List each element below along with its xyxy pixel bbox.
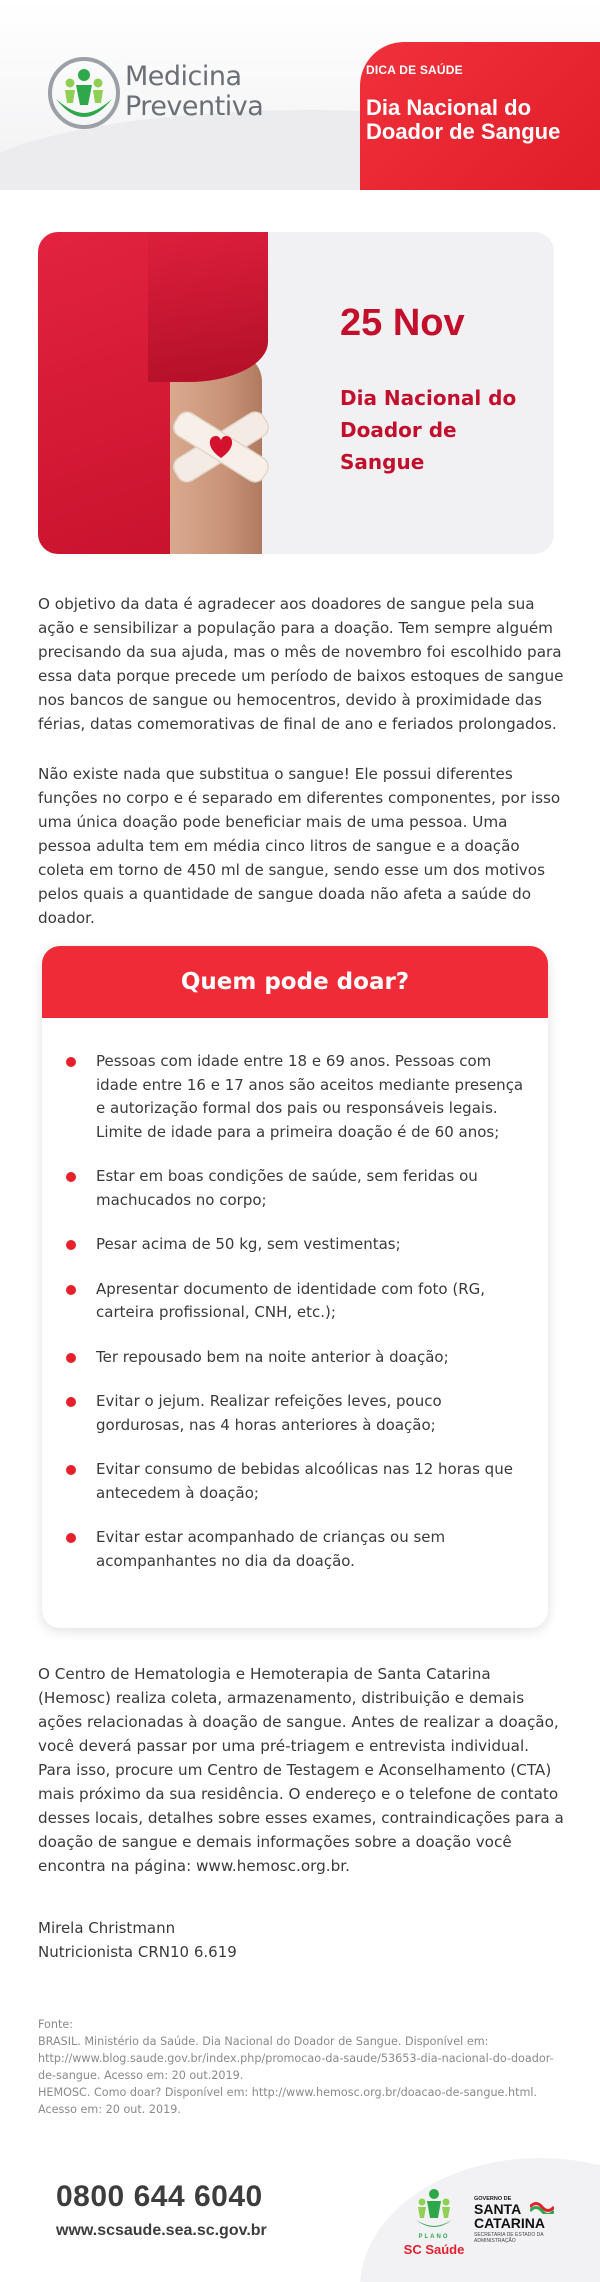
gov-line: GOVERNO DE bbox=[474, 2196, 512, 2202]
bullet-icon bbox=[66, 1533, 76, 1543]
brand-line-1: Medicina bbox=[125, 61, 242, 92]
page-header bbox=[0, 0, 600, 190]
brand-name bbox=[125, 62, 263, 122]
gov-state-2: CATARINA bbox=[474, 2215, 546, 2231]
page-footer bbox=[0, 2150, 600, 2282]
gov-state-1: SANTA bbox=[474, 2201, 522, 2217]
list-item bbox=[66, 1526, 532, 1573]
government-sc-logo bbox=[474, 2196, 564, 2244]
brand-line-2: Preventiva bbox=[125, 91, 264, 122]
list-item bbox=[66, 1458, 532, 1505]
list-item-text: Evitar estar acompanhado de crianças ou sem acompanhantes no dia da doação. bbox=[96, 1528, 446, 1570]
signature bbox=[38, 1916, 237, 1964]
medicina-preventiva-logo-icon bbox=[46, 55, 122, 131]
list-item-text: Evitar o jejum. Realizar refeições leves, pouco gordurosas, nas 4 horas anteriores à doação; bbox=[96, 1392, 442, 1434]
source-ref-1: BRASIL. Ministério da Saúde. Dia Nacional do Doador de Sangue. Disponível em: http://www.blog.saude.gov.br/index.php/promocao-da-saude/53653-dia-nacional-do-doador-de-sangue. Acesso em: 20 out.2019. bbox=[38, 2035, 554, 2082]
list-item bbox=[66, 1233, 532, 1257]
bullet-icon bbox=[66, 1285, 76, 1295]
header-kicker: DICA DE SAÚDE bbox=[366, 63, 463, 77]
list-item-text: Apresentar documento de identidade com foto (RG, carteira profissional, CNH, etc.); bbox=[96, 1279, 486, 1321]
plano-name: SC Saúde bbox=[403, 2242, 465, 2257]
source-label: Fonte: bbox=[38, 2018, 74, 2031]
author-name: Mirela Christmann bbox=[38, 1919, 176, 1937]
author-role: Nutricionista CRN10 6.619 bbox=[38, 1943, 237, 1961]
plano-sc-saude-logo bbox=[398, 2188, 470, 2260]
hero-subtitle: Dia Nacional do Doador de Sangue bbox=[340, 386, 517, 474]
page-title: Dia Nacional do Doador de Sangue bbox=[366, 95, 561, 144]
card-title: Quem pode doar? bbox=[42, 946, 548, 1018]
hero-sleeve bbox=[148, 232, 268, 382]
plano-logo-icon bbox=[414, 2188, 454, 2232]
bullet-icon bbox=[66, 1172, 76, 1182]
bullet-icon bbox=[66, 1057, 76, 1067]
hero-date: 25 Nov bbox=[340, 302, 465, 344]
list-item-text: Estar em boas condições de saúde, sem feridas ou machucados no corpo; bbox=[96, 1167, 478, 1209]
list-item bbox=[66, 1165, 532, 1212]
source-references bbox=[38, 2016, 558, 2118]
bullet-icon bbox=[66, 1397, 76, 1407]
list-item-text: Evitar consumo de bebidas alcoólicas nas 12 horas que antecedem à doação; bbox=[96, 1460, 513, 1502]
source-ref-2: HEMOSC. Como doar? Disponível em: http://www.hemosc.org.br/doacao-de-sangue.html. Acesso em: 20 out. 2019. bbox=[38, 2086, 538, 2116]
gov-department: SECRETARIA DE ESTADO DA ADMINISTRAÇÃO bbox=[474, 2232, 544, 2244]
sc-flag-icon bbox=[530, 2200, 554, 2214]
plano-label: PLANO bbox=[418, 2234, 450, 2240]
list-item bbox=[66, 1346, 532, 1370]
bullet-icon bbox=[66, 1465, 76, 1475]
list-item-text: Ter repousado bem na noite anterior à doação; bbox=[96, 1347, 449, 1366]
list-item bbox=[66, 1050, 532, 1144]
who-can-donate-card bbox=[42, 946, 548, 1628]
closing-paragraph: O Centro de Hematologia e Hemoterapia de Santa Catarina (Hemosc) realiza coleta, armazenamento, distribuição e demais ações relacionadas à doação de sangue. Antes de realizar a doação, você deverá passar por uma pré-triagem e entrevista individual. Para isso, procure um Centro de Testagem e Aconselhamento (CTA) mais próximo da sua residência. O endereço e o telefone de contato desses locais, detalhes sobre esses exames, contraindicações para a doação de sangue e demais informações sobre a doação você encontra na página: www.hemosc.org.br. bbox=[38, 1665, 564, 1875]
intro-paragraph-1: O objetivo da data é agradecer aos doadores de sangue pela sua ação e sensibilizar a população para a doação. Tem sempre alguém precisando da sua ajuda, mas o mês de novembro foi escolhido para essa data porque precede um período de baixos estoques de sangue nos bancos de sangue ou hemocentros, devido à proximidade das férias, datas comemorativas de final de ano e feriados prolongados. bbox=[38, 595, 564, 733]
bandage-heart-icon bbox=[156, 402, 286, 492]
list-item bbox=[66, 1278, 532, 1325]
list-item bbox=[66, 1390, 532, 1437]
hero-banner bbox=[38, 232, 554, 554]
intro-paragraph-2: Não existe nada que substitua o sangue! Ele possui diferentes funções no corpo e é separado em diferentes componentes, por isso uma única doação pode beneficiar mais de uma pessoa. Uma pessoa adulta tem em média cinco litros de sangue e a doação coleta em torno de 450 ml de sangue, sendo esse um dos motivos pelos quais a quantidade de sangue doada não afeta a saúde do doador. bbox=[38, 765, 561, 927]
bullet-icon bbox=[66, 1240, 76, 1250]
list-item-text: Pessoas com idade entre 18 e 69 anos. Pessoas com idade entre 16 e 17 anos são aceitos mediante presença e autorização formal dos pais ou responsáveis legais. Limite de idade para a primeira doação é de 60 anos; bbox=[96, 1052, 524, 1141]
list-item-text: Pesar acima de 50 kg, sem vestimentas; bbox=[96, 1235, 401, 1253]
phone-number[interactable]: 0800 644 6040 bbox=[56, 2180, 263, 2213]
bullet-icon bbox=[66, 1353, 76, 1363]
requirements-list bbox=[66, 1050, 532, 1594]
website-link[interactable]: www.scsaude.sea.sc.gov.br bbox=[56, 2222, 267, 2239]
